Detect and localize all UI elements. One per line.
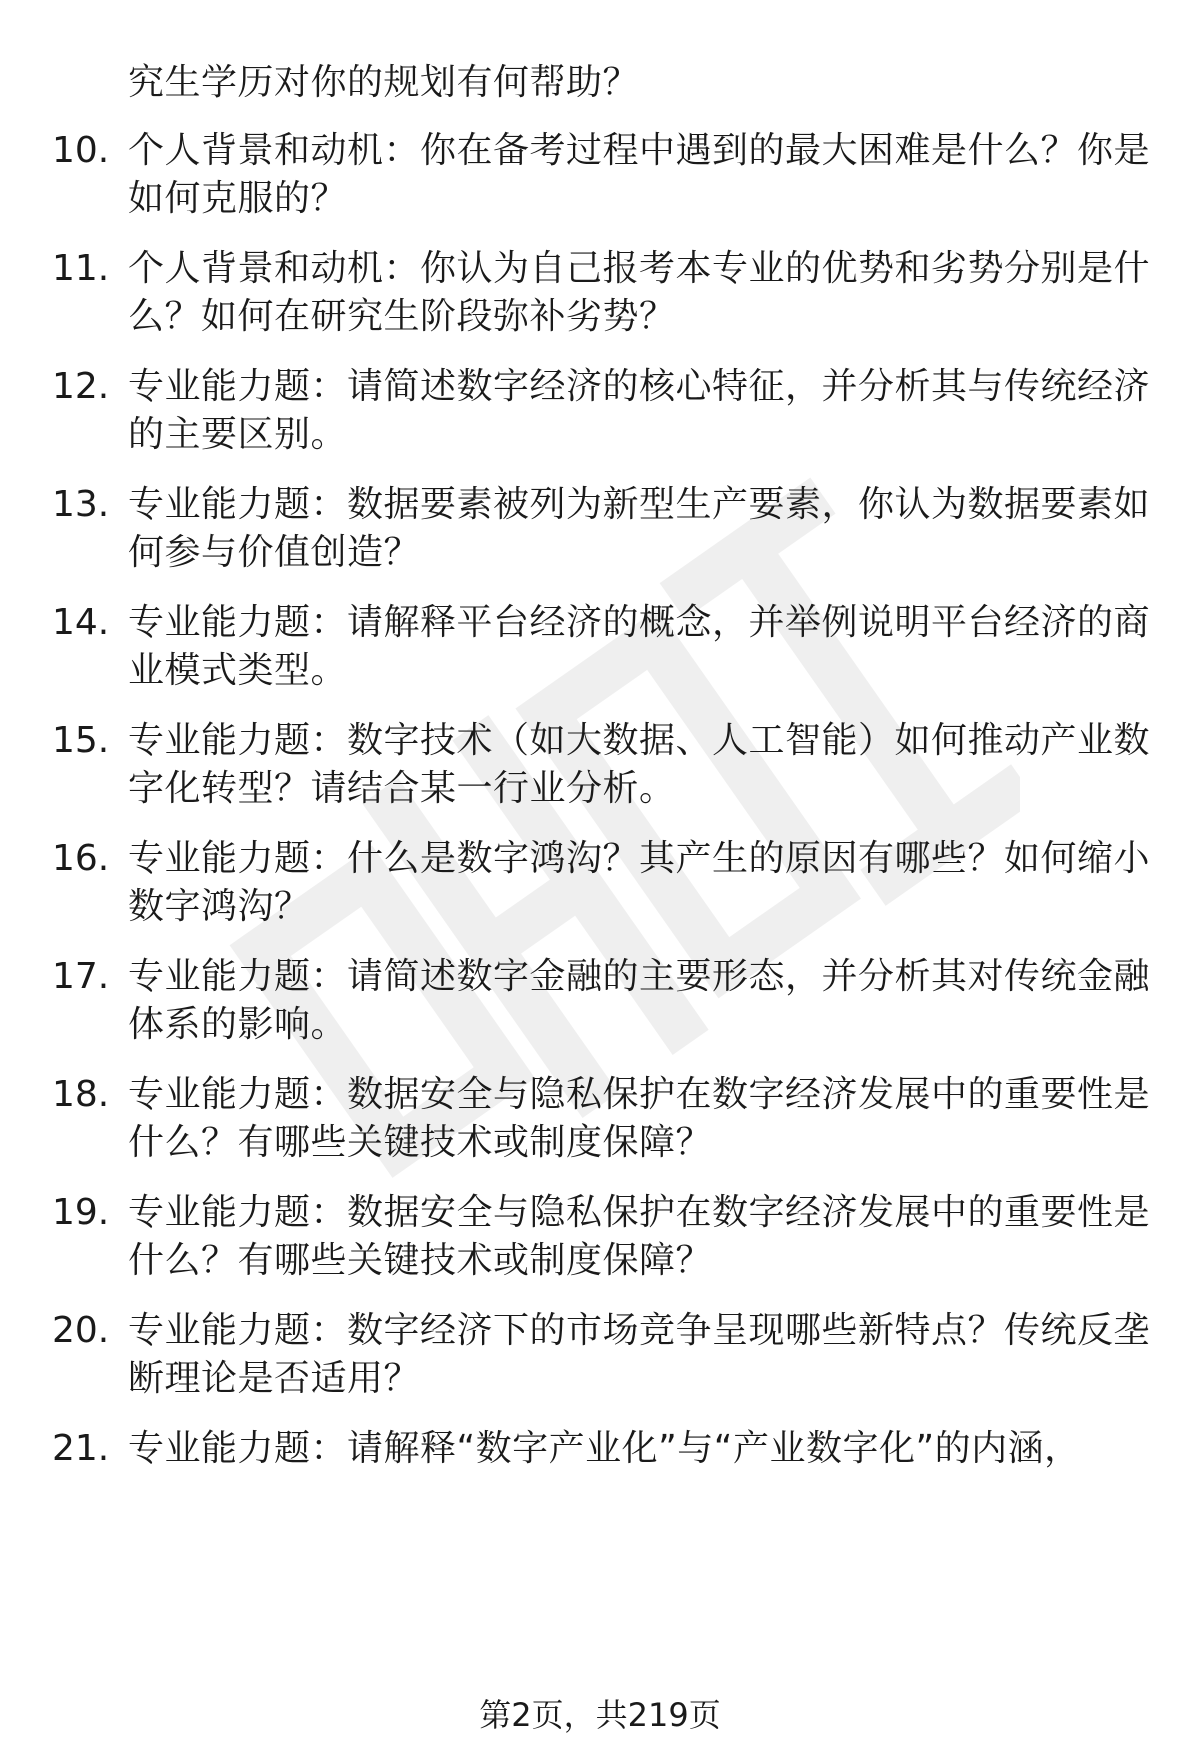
item-number: 15. [52,720,110,761]
item-number: 13. [52,484,110,525]
item-number: 19. [52,1192,110,1233]
item-text-line: 专业能力题：数字经济下的市场竞争呈现哪些新特点？传统反垄 [128,1310,1151,1351]
item-text-line: 专业能力题：请简述数字金融的主要形态，并分析其对传统金融 [128,956,1151,997]
item-text-line: 如何克服的？ [128,178,348,219]
item-text-line: 专业能力题：请解释“数字产业化”与“产业数字化”的内涵， [128,1428,1081,1469]
item-text-line: 个人背景和动机：你认为自己报考本专业的优势和劣势分别是什 [128,248,1151,289]
item-text-line: 么？如何在研究生阶段弥补劣势？ [128,296,676,337]
item-number: 18. [52,1074,110,1115]
page-footer: 第2页，共219页 [479,1696,721,1734]
item-number: 14. [52,602,110,643]
item-text-line: 专业能力题：什么是数字鸿沟？其产生的原因有哪些？如何缩小 [128,838,1151,879]
continuation-text: 究生学历对你的规划有何帮助？ [128,62,640,103]
item-number: 21. [52,1428,110,1469]
item-text-line: 专业能力题：请解释平台经济的概念，并举例说明平台经济的商 [128,602,1151,643]
item-number: 10. [52,130,110,171]
item-text-line: 字化转型？请结合某一行业分析。 [128,768,676,809]
item-text-line: 何参与价值创造？ [128,532,421,573]
item-text-line: 什么？有哪些关键技术或制度保障？ [128,1122,713,1163]
item-text-line: 业模式类型。 [128,650,348,691]
item-text-line: 专业能力题：数字技术（如大数据、人工智能）如何推动产业数 [128,720,1151,761]
item-text-line: 专业能力题：请简述数字经济的核心特征，并分析其与传统经济 [128,366,1151,407]
item-number: 16. [52,838,110,879]
item-text-line: 专业能力题：数据要素被列为新型生产要素，你认为数据要素如 [128,484,1151,525]
item-text-line: 的主要区别。 [128,414,348,455]
item-number: 20. [52,1310,110,1351]
item-text-line: 个人背景和动机：你在备考过程中遇到的最大困难是什么？你是 [128,130,1151,171]
item-number: 12. [52,366,110,407]
item-text-line: 断理论是否适用？ [128,1358,421,1399]
item-text-line: 体系的影响。 [128,1004,348,1045]
item-text-line: 专业能力题：数据安全与隐私保护在数字经济发展中的重要性是 [128,1192,1151,1233]
item-text-line: 数字鸿沟？ [128,886,311,927]
item-number: 17. [52,956,110,997]
item-text-line: 专业能力题：数据安全与隐私保护在数字经济发展中的重要性是 [128,1074,1151,1115]
item-text-line: 什么？有哪些关键技术或制度保障？ [128,1240,713,1281]
item-number: 11. [52,248,110,289]
